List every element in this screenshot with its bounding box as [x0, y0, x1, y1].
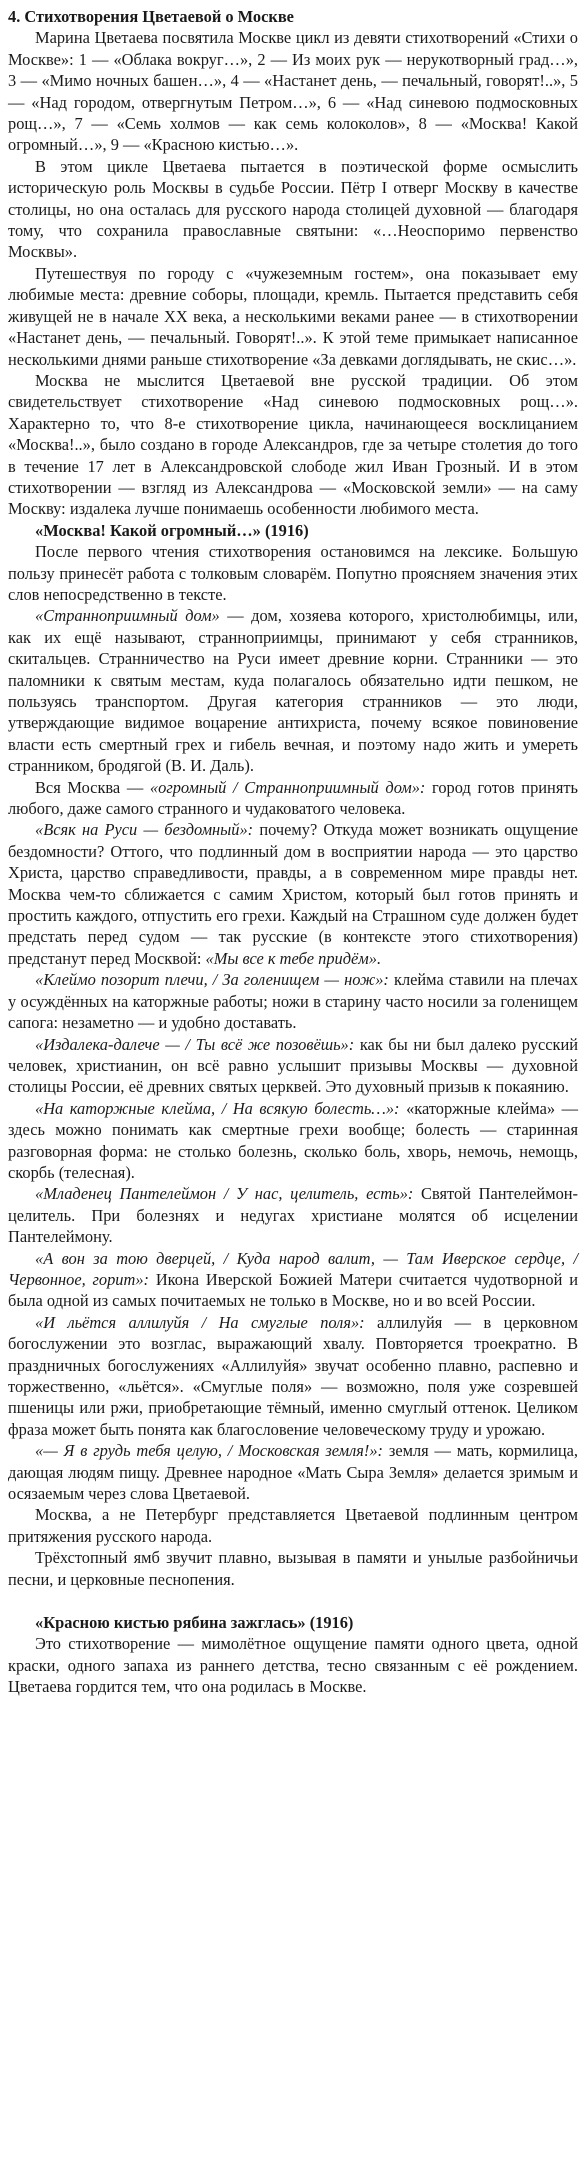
poem-quote: «Младенец Пантелеймон / У нас, целитель, есть»:: [35, 1184, 414, 1204]
gloss-stranopriimny-dom: [8, 605, 578, 776]
gloss-panteleimon: [8, 1183, 578, 1247]
gloss-text: земля — мать, кормилица, дающая людям пищу. Древнее народное «Мать Сыра Земля» делается зримым и осязаемым через слова Цветаевой.: [8, 1441, 578, 1504]
gloss-text: Святой Пантелеймон-целитель. При болезнях и недугах христиане молятся об исцелении Пантелеймону.: [8, 1184, 578, 1247]
gloss-text: почему? Откуда может возникать ощущение бездомности? Оттого, что подлинный дом в восприятии народа — это царство Христа, царство справедливости, правды, а в современном мире правды нет. Москва чем-то сближается с самим Христом, который был готов принять и простить каждого, отпустить его грехи. Каждый на Страшном суде должен будет предстать перед судом — так русские (в контексте этого стихотворения) предстанут перед Москвой:: [8, 820, 579, 968]
poem-quote: «Всяк на Руси — бездомный»:: [35, 820, 254, 840]
gloss-text: «каторжные клейма» — здесь можно понимать как смертные грехи вообще; болесть — старинная разговорная форма: не столько болезнь, сколько боль, хворь, немочь, немощь, скорбь (телесная).: [8, 1098, 578, 1182]
gloss-text: как бы ни был далеко русский человек, христианин, он всё равно услышит призывы Москвы — духовной столицы России, её древних святых церквей. Это духовный призыв к покаянию.: [8, 1034, 579, 1097]
intro-paragraph-3: Путешествуя по городу с «чужеземным гостем», она показывает ему любимые места: древние соборы, площади, кремль. Пытается представить себя живущей не в начале XX века, а несколькими веками ранее — в стихотворении «Настанет день, — печальный. Говорят!..». К этой теме примыкает написанное несколькими днями раньше стихотворение «За девками доглядывать, не скис…».: [8, 263, 578, 369]
poem-title-ryabina: «Красною кистью рябина зажглась» (1916): [35, 1613, 354, 1633]
gloss-text: Вся Москва —: [35, 777, 150, 797]
gloss-text: аллилуйя — в церковном богослужении это возглас, выражающий хвалу. Повторяется троекратно. В праздничных богослужениях «Аллилуйя» звучат особенно плавно, распевно и торжественно, «льётся». «Смуглые поля» — возможно, поля уже созревшей пшеницы или ржи, приобретающие тёмный, именно смуглый оттенок. Целиком фраза может быть понята как благословение человеческому труду и урожаю.: [8, 1312, 578, 1439]
gloss-text: город готов принять любого, даже самого странного и чудаковатого человека.: [8, 777, 578, 819]
poem-quote: «огромный / Странноприимный дом»:: [149, 777, 426, 797]
gloss-alliluya: [8, 1312, 578, 1440]
meter-paragraph: Трёхстопный ямб звучит плавно, вызывая в памяти и унылые разбойничьи песни, и церковные песнопения.: [8, 1548, 578, 1589]
poem-quote: «Странноприимный дом»: [35, 606, 220, 626]
poem-quote: «Мы все к тебе придём».: [205, 948, 382, 968]
conclusion-paragraph: Москва, а не Петербург представляется Цветаевой подлинным центром притяжения русского народа.: [8, 1505, 578, 1546]
gloss-vsya-moskva: [8, 777, 578, 820]
gloss-text: клейма ставили на плечах у осуждённых на каторжные работы; ножи в старину часто носили за голенищем сапога: незаметно — и удобно доставать.: [8, 970, 578, 1033]
poem-title-moscow: «Москва! Какой огромный…» (1916): [35, 520, 309, 540]
gloss-izdaleka: [8, 1034, 578, 1098]
gloss-iverskoe-serdtse: [8, 1248, 578, 1312]
gloss-kleimo: [8, 969, 578, 1033]
poem-quote: «На каторжные клейма, / На всякую болесть…»:: [35, 1098, 400, 1118]
gloss-moskovskaya-zemlya: [8, 1440, 578, 1504]
section-heading: 4. Стихотворения Цветаевой о Москве: [8, 7, 294, 26]
poem-quote: «Клеймо позорит плечи, / За голенищем — нож»:: [35, 970, 389, 990]
intro-paragraph-1: Марина Цветаева посвятила Москве цикл из девяти стихотворений «Стихи о Москве»: 1 — «Облака вокруг…», 2 — Из моих рук — нерукотворный град…», 3 — «Мимо ночных башен…», 4 — «Настанет день, — печальный, говорят!..», 5 — «Над городом, отвергнутым Петром…», 6 — «Над синевою подмосковных рощ…», 7 — «Семь холмов — как семь колоколов», 8 — «Москва! Какой огромный…», 9 — «Красною кистью…».: [8, 28, 578, 155]
intro-paragraph-4: Москва не мыслится Цветаевой вне русской традиции. Об этом свидетельствует стихотворение «Над синевою подмосковных рощ…». Характерно то, что 8-е стихотворение цикла, начинающееся восклицанием «Москва!..», было создано в городе Александров, где за четыре столетия до того в течение 17 лет в Александровской слободе жил Иван Грозный. И в этом стихотворении — взгляд из Александрова — «Московской земли» — на саму Москву: издалека лучше понимаешь особенности любимого места.: [8, 370, 578, 519]
ryabina-paragraph: Это стихотворение — мимолётное ощущение памяти одного цвета, одной краски, одного запаха из раннего детства, тесно связанным с её рождением. Цветаева гордится тем, что она родилась в Москве.: [8, 1634, 578, 1697]
poem-quote: «А вон за тою дверцей, / Куда народ валит, — Там Иверское сердце, / Червонное, горит»:: [8, 1248, 578, 1289]
poem-quote: «И льётся аллилуйя / На смуглые поля»:: [35, 1312, 365, 1332]
gloss-text: Икона Иверской Божией Матери считается чудотворной и была одной из самых почитаемых не только в Москве, но и во всей России.: [8, 1269, 578, 1311]
gloss-katorzhnye-kleima: [8, 1098, 578, 1184]
gloss-text: — дом, хозяева которого, христолюбимцы, или, как их ещё называют, странноприимцы, принимают у себя странников, скитальцев. Странничество на Руси имеет древние корни. Странники — это паломники к святым местам, куда полагалось обязательно идти пешком, не пользуясь транспортом. Другая категория странников — это люди, утверждающие видимое воцарение антихриста, почему всякое повиновение власти есть смертный грех и гибель вечная, и поэтому надо жить и умереть странником, бродягой (В. И. Даль).: [8, 606, 578, 776]
poem-quote: «Издалека-далече — / Ты всё же позовёшь»:: [35, 1034, 355, 1054]
gloss-bezdomny: [8, 819, 578, 969]
intro-paragraph-2: В этом цикле Цветаева пытается в поэтической форме осмыслить историческую роль Москвы в судьбе России. Пётр I отверг Москву в качестве столицы, но она осталась для русского народа столицей духовной — благодаря тому, что сохранила православные святыни: «…Неоспоримо первенство Москвы».: [8, 156, 578, 262]
poem-quote: «— Я в грудь тебя целую, / Московская земля!»:: [35, 1441, 384, 1461]
lexicon-intro-paragraph: После первого чтения стихотворения остановимся на лексике. Большую пользу принесёт работа с толковым словарём. Попутно проясняем значения этих слов непосредственно в тексте.: [8, 542, 578, 604]
